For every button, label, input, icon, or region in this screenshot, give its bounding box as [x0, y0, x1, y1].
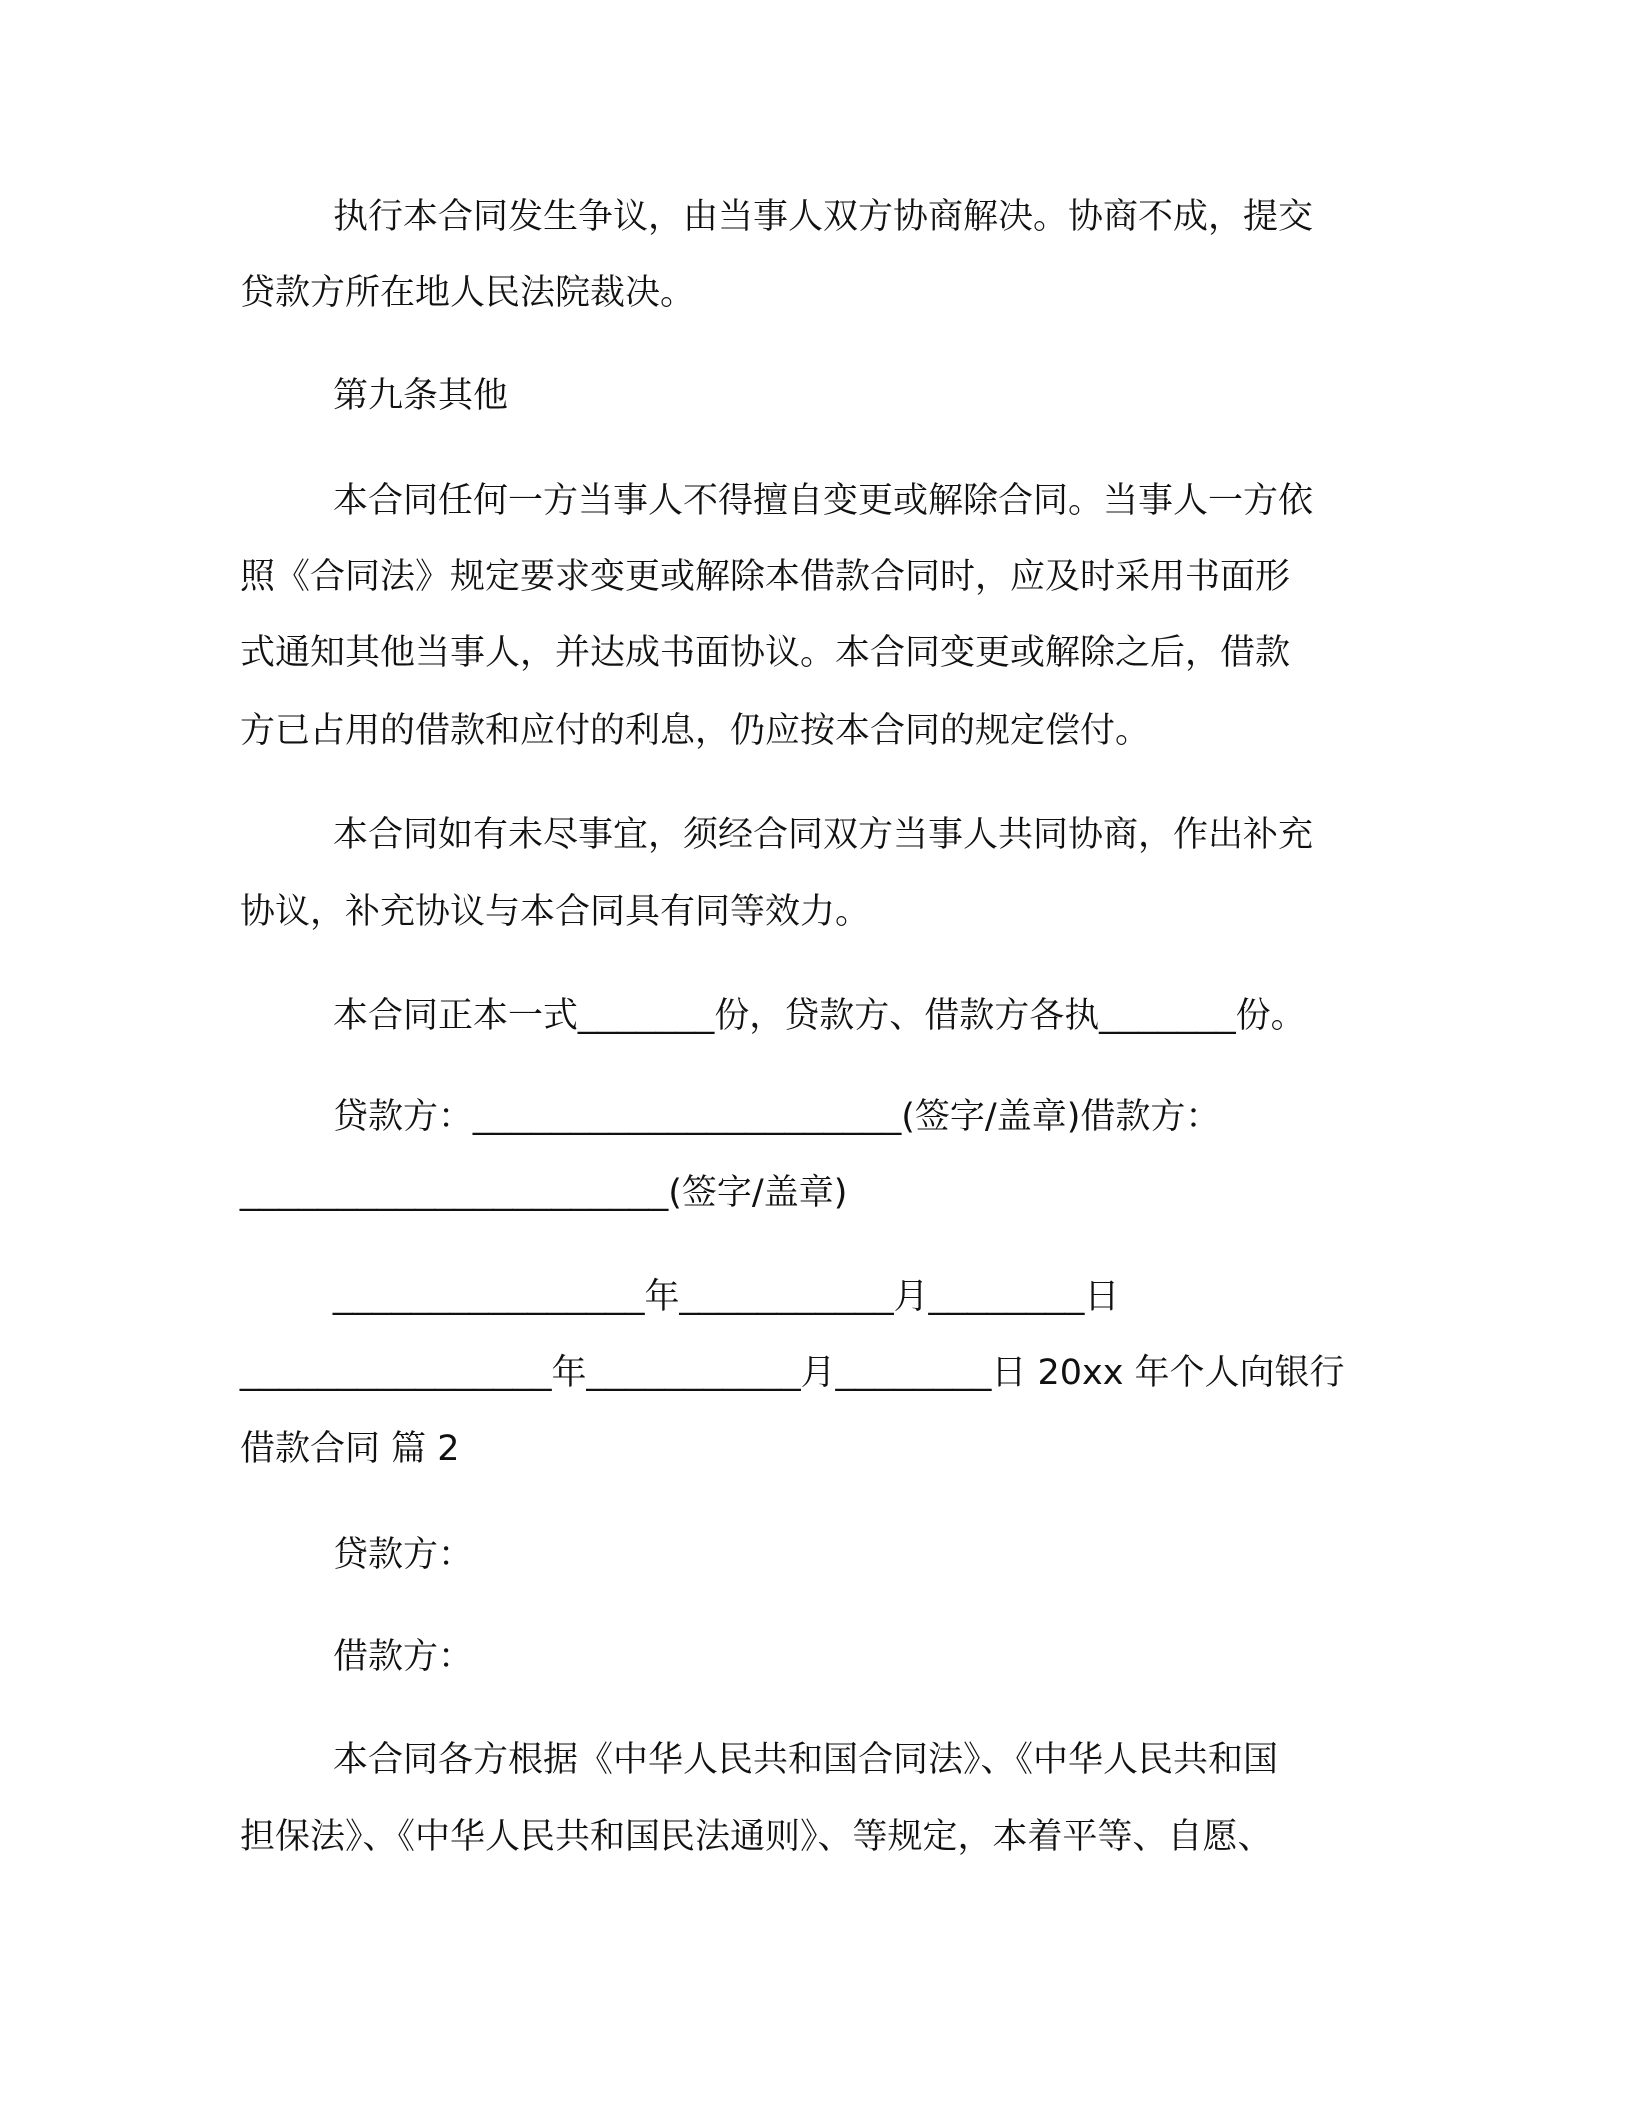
signature-blank: ______________________ [240, 1173, 669, 1212]
paragraph-line: 式通知其他当事人，并达成书面协议。本合同变更或解除之后，借款 [240, 633, 1291, 673]
copies-line [333, 996, 1306, 1036]
paragraph-line: 执行本合同发生争议，由当事人双方协商解决。协商不成，提交 [333, 197, 1314, 237]
date-line [333, 1277, 1119, 1317]
copies-text: 份。 [1235, 996, 1306, 1036]
day-label: 日 [1084, 1277, 1120, 1317]
lender-label: 贷款方： [333, 1535, 474, 1575]
copies-blank: _______ [1099, 996, 1236, 1035]
contract-title: 借款合同 篇 2 [240, 1429, 460, 1469]
seal-label: (签字/盖章) [668, 1173, 848, 1213]
seal-label: (签字/盖章)借款方： [901, 1097, 1221, 1137]
month-label: 月 [893, 1277, 929, 1317]
paragraph-line: 本合同如有未尽事宜，须经合同双方当事人共同协商，作出补充 [333, 815, 1314, 855]
year-label: 年 [551, 1353, 587, 1393]
paragraph-line: 照《合同法》规定要求变更或解除本借款合同时，应及时采用书面形 [240, 557, 1291, 597]
paragraph-line: 担保法》、《中华人民共和国民法通则》、等规定，本着平等、自愿、 [240, 1817, 1273, 1857]
signature-line [240, 1173, 847, 1213]
day-blank: ________ [835, 1353, 992, 1392]
paragraph-line: 方已占用的借款和应付的利息，仍应按本合同的规定偿付。 [240, 711, 1151, 751]
month-label: 月 [800, 1353, 836, 1393]
signature-blank: ______________________ [473, 1097, 902, 1136]
paragraph-line: 贷款方所在地人民法院裁决。 [240, 273, 696, 313]
year-blank: ________________ [333, 1277, 645, 1316]
signature-line [333, 1097, 1220, 1137]
day-label: 日 20xx 年个人向银行 [991, 1353, 1345, 1393]
paragraph-line: 本合同任何一方当事人不得擅自变更或解除合同。当事人一方依 [333, 481, 1314, 521]
section-heading: 第九条其他 [333, 376, 509, 416]
month-blank: ___________ [586, 1353, 801, 1392]
copies-text: 本合同正本一式 [333, 996, 579, 1036]
paragraph-line: 协议，补充协议与本合同具有同等效力。 [240, 892, 871, 932]
paragraph-line: 本合同各方根据《中华人民共和国合同法》、《中华人民共和国 [333, 1740, 1279, 1780]
date-line [240, 1353, 1345, 1393]
copies-text: 份，贷款方、借款方各执 [714, 996, 1100, 1036]
borrower-label: 借款方： [333, 1637, 474, 1677]
day-blank: ________ [928, 1277, 1085, 1316]
year-label: 年 [644, 1277, 680, 1317]
month-blank: ___________ [679, 1277, 894, 1316]
copies-blank: _______ [578, 996, 715, 1035]
lender-label: 贷款方： [333, 1097, 474, 1137]
year-blank: ________________ [240, 1353, 552, 1392]
